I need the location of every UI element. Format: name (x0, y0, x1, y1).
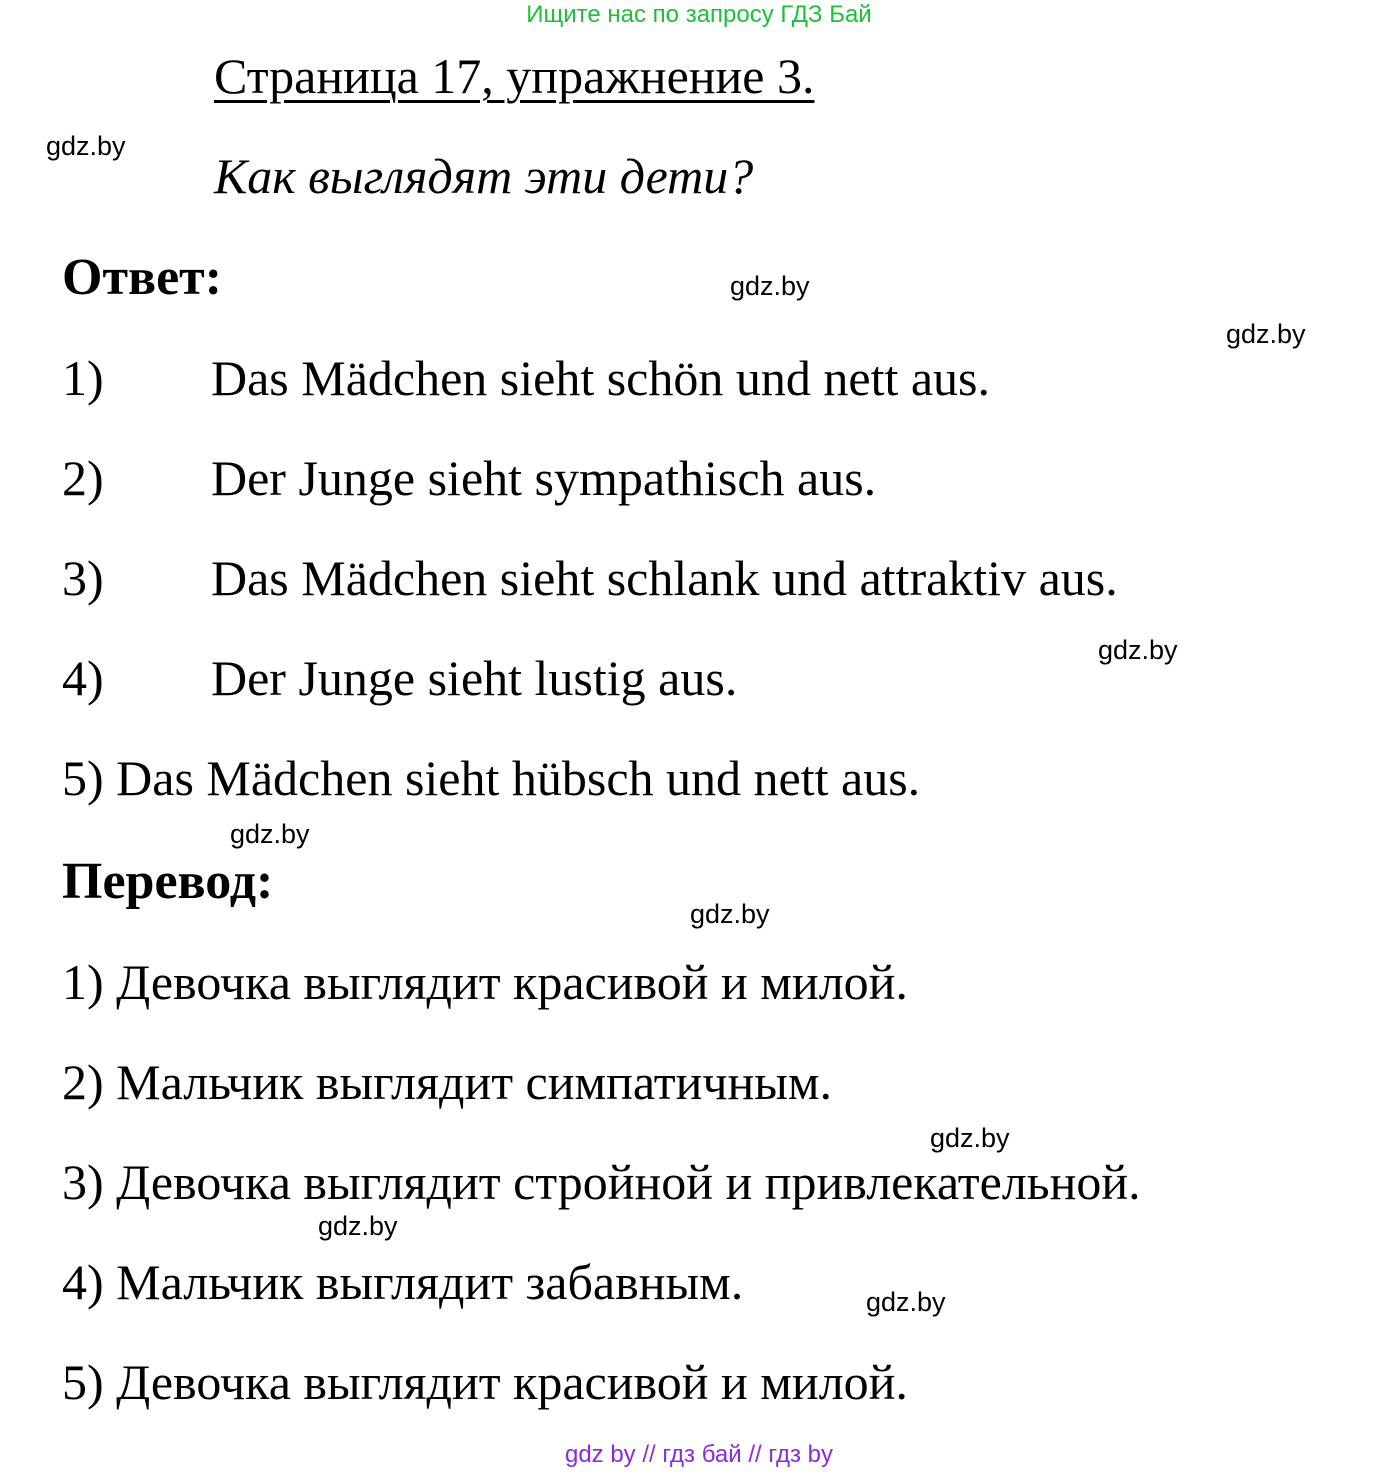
answer-item-number: 1) (62, 350, 104, 406)
answer-item-text: Das Mädchen sieht schön und nett aus. (211, 350, 991, 406)
watermark: gdz.by (230, 819, 310, 849)
translation-item: 2) Мальчик выглядит симпатичным. (62, 1054, 833, 1110)
translation-item: 5) Девочка выглядит красивой и милой. (62, 1354, 908, 1410)
page-title: Страница 17, упражнение 3. (214, 48, 815, 104)
watermark: gdz.by (690, 899, 770, 929)
watermark: gdz.by (730, 271, 810, 301)
answer-item-text: Der Junge sieht sympathisch aus. (211, 450, 877, 506)
answer-item-text: Der Junge sieht lustig aus. (211, 650, 738, 706)
answer-heading: Ответ: (62, 249, 223, 306)
answer-item-5: 5) Das Mädchen sieht hübsch und nett aus. (62, 750, 921, 806)
translation-item: 3) Девочка выглядит стройной и привлекательной. (62, 1154, 1141, 1210)
footer-links: gdz by // гдз бай // гдз by (564, 1441, 834, 1468)
watermark: gdz.by (1098, 635, 1178, 665)
translation-item: 4) Мальчик выглядит забавным. (62, 1254, 744, 1310)
translation-item: 1) Девочка выглядит красивой и милой. (62, 954, 908, 1010)
answer-item-text: Das Mädchen sieht schlank und attraktiv aus. (211, 550, 1118, 606)
watermark: gdz.by (1226, 319, 1306, 349)
watermark: gdz.by (318, 1211, 398, 1241)
watermark: gdz.by (866, 1287, 946, 1317)
answer-item-number: 2) (62, 450, 104, 506)
top-banner: Ищите нас по запросу ГДЗ Бай (526, 1, 872, 28)
exercise-question: Как выглядят эти дети? (214, 148, 754, 204)
watermark: gdz.by (46, 131, 126, 161)
answer-item-number: 3) (62, 550, 104, 606)
translation-heading: Перевод: (62, 853, 274, 910)
answer-item-number: 4) (62, 650, 104, 706)
watermark: gdz.by (930, 1123, 1010, 1153)
